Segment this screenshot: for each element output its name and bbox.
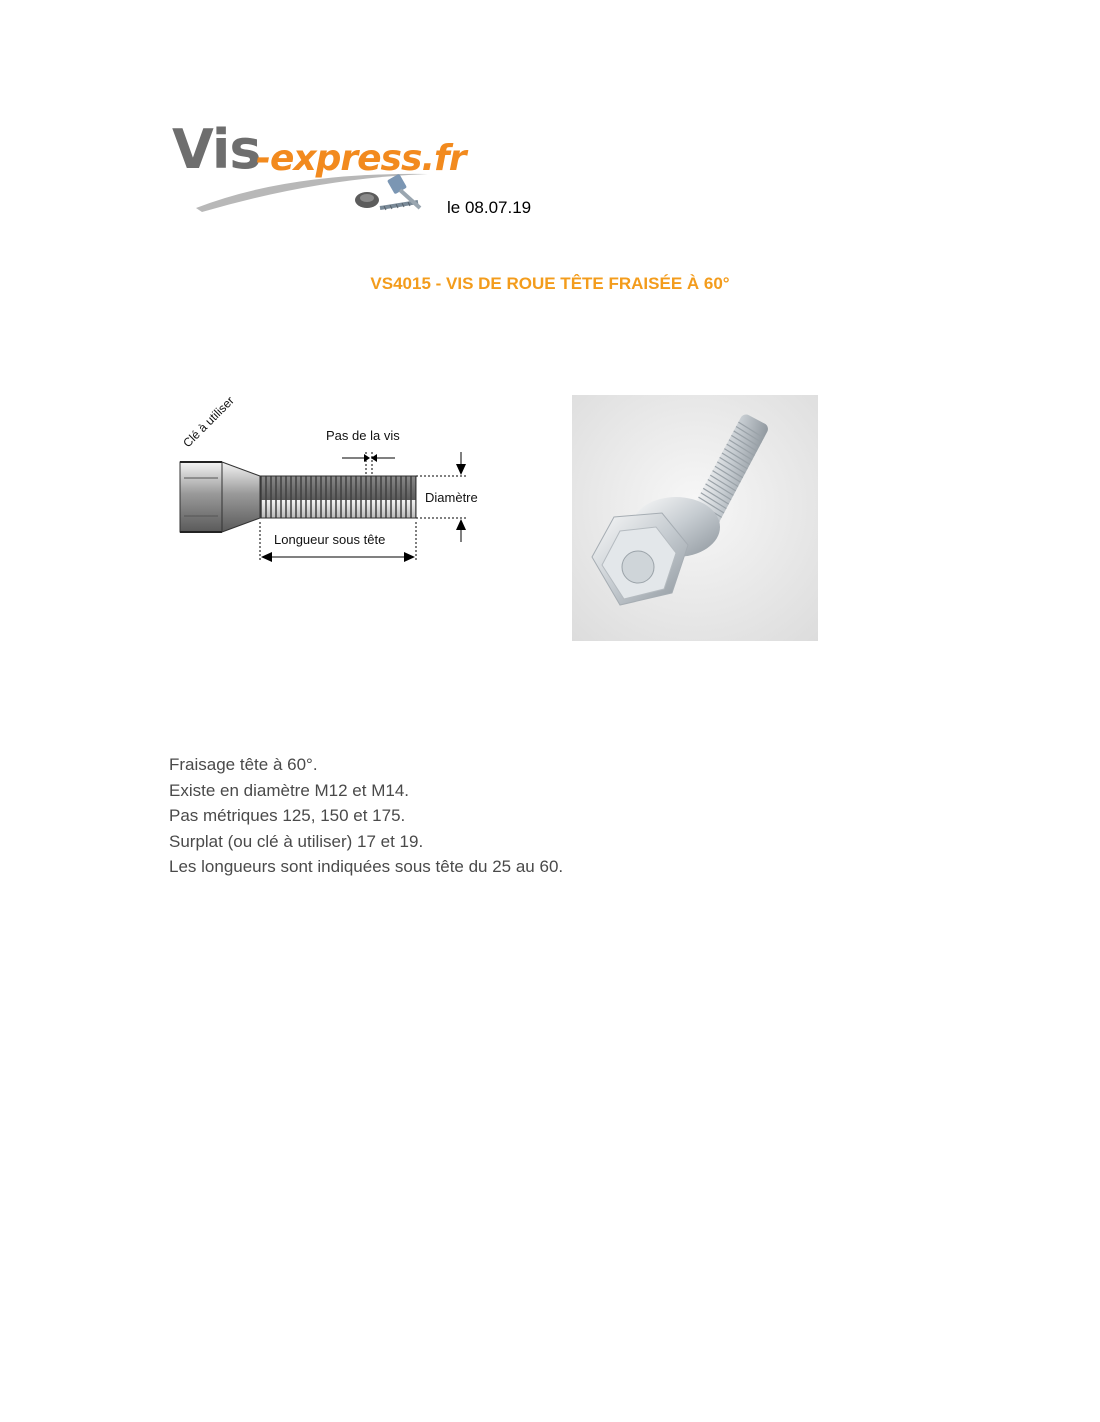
description-line: Surplat (ou clé à utiliser) 17 et 19. — [169, 831, 424, 851]
description-line: Fraisage tête à 60°. — [169, 755, 318, 774]
brand-logo — [168, 112, 468, 222]
product-title: VS4015 - VIS DE ROUE TÊTE FRAISÉE À 60° — [370, 274, 730, 293]
description-line: Pas métriques 125, 150 et 175. — [169, 806, 406, 825]
screw-shank — [260, 476, 416, 518]
label-diameter: Diamètre — [425, 490, 478, 505]
product-description — [169, 752, 563, 880]
nut-icon — [355, 192, 379, 208]
label-length: Longueur sous tête — [274, 532, 386, 547]
screw-head — [180, 462, 260, 532]
dimension-diagram — [170, 380, 500, 570]
description-line: Les longueurs sont indiquées sous tête du 25 au 60. — [169, 857, 564, 876]
product-photo — [572, 395, 818, 641]
pitch-dimension — [342, 452, 395, 476]
label-key: Clé à utiliser — [180, 393, 237, 451]
logo-text-accent: -express.fr — [256, 138, 466, 179]
label-pitch: Pas de la vis — [326, 428, 400, 443]
document-date: le 08.07.19 — [447, 198, 532, 217]
screw-icon — [380, 174, 420, 210]
description-line: Existe en diamètre M12 et M14. — [169, 780, 410, 800]
logo-text-main: Vis — [172, 118, 261, 181]
